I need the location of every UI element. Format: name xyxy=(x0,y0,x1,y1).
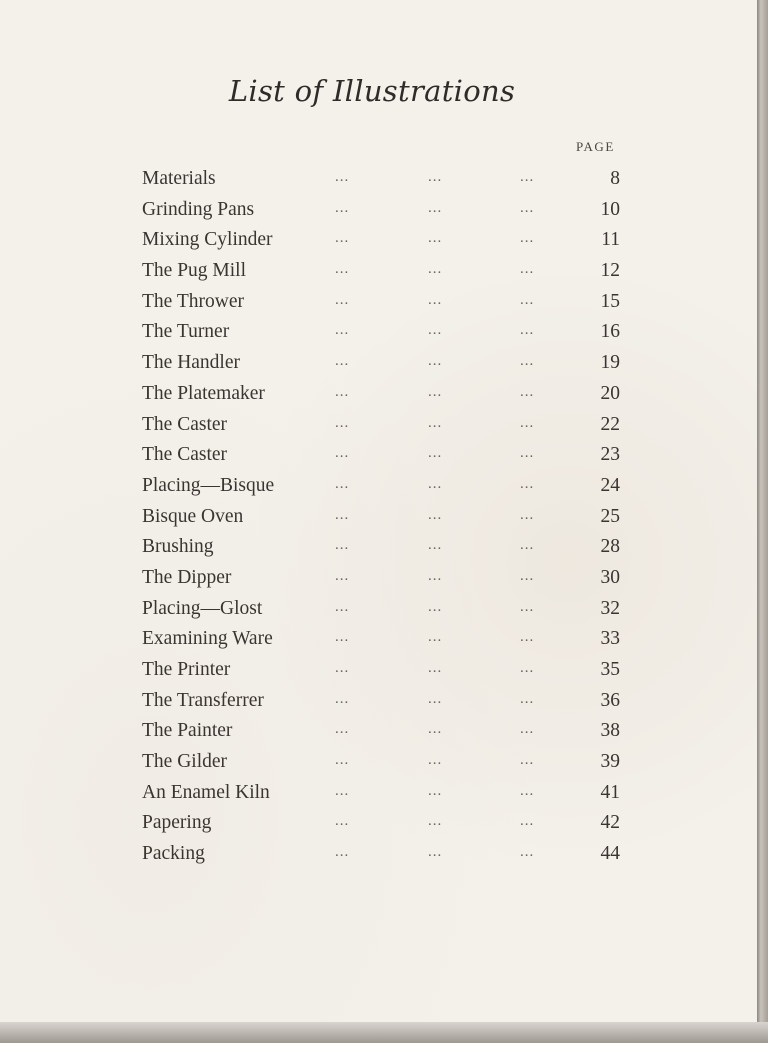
leader-dots: ... xyxy=(335,813,350,830)
list-item xyxy=(142,471,632,502)
illustration-title: Bisque Oven xyxy=(142,505,244,527)
leader-dots: ... xyxy=(520,199,535,216)
leader-dots: ... xyxy=(335,567,350,584)
page-number: 35 xyxy=(600,659,620,680)
leader-dots: ... xyxy=(428,475,443,492)
illustration-title: An Enamel Kiln xyxy=(142,781,270,803)
leader-dots: ... xyxy=(428,813,443,830)
leader-dots: ... xyxy=(428,383,443,400)
page-number: 38 xyxy=(600,720,620,742)
list-item xyxy=(142,594,632,625)
leader-dots: ... xyxy=(335,322,350,339)
leader-dots: ... xyxy=(520,690,535,707)
illustration-title: The Thrower xyxy=(142,290,244,312)
list-item xyxy=(142,778,632,809)
list-item xyxy=(142,502,632,533)
illustration-title: Mixing Cylinder xyxy=(142,229,273,251)
leader-dots: ... xyxy=(520,230,535,247)
list-item xyxy=(142,624,632,655)
page-number: 16 xyxy=(600,321,620,343)
leader-dots: ... xyxy=(335,169,350,185)
illustration-title: The Caster xyxy=(142,444,228,466)
illustration-title: The Turner xyxy=(142,321,230,343)
leader-dots: ... xyxy=(335,844,350,861)
leader-dots: ... xyxy=(428,629,443,646)
page-number: 8 xyxy=(610,168,620,189)
leader-dots: ... xyxy=(335,537,350,554)
leader-dots: ... xyxy=(428,690,443,707)
list-item xyxy=(142,410,632,441)
list-item xyxy=(142,225,632,256)
leader-dots: ... xyxy=(520,414,535,431)
leader-dots: ... xyxy=(520,353,535,370)
leader-dots: ... xyxy=(335,261,350,278)
illustrations-list xyxy=(142,164,632,870)
illustration-title: Packing xyxy=(142,843,205,865)
leader-dots: ... xyxy=(335,230,350,247)
leader-dots: ... xyxy=(520,261,535,278)
page-number: 12 xyxy=(600,260,620,282)
illustration-title: Placing—Glost xyxy=(142,597,263,619)
leader-dots: ... xyxy=(520,475,535,492)
page-number: 25 xyxy=(600,505,620,527)
list-item xyxy=(142,747,632,778)
illustration-title: Placing—Bisque xyxy=(142,474,275,496)
list-item xyxy=(142,195,632,226)
leader-dots: ... xyxy=(520,721,535,738)
illustration-title: The Dipper xyxy=(142,566,232,588)
leader-dots: ... xyxy=(520,782,535,799)
leader-dots: ... xyxy=(520,383,535,400)
leader-dots: ... xyxy=(428,353,443,370)
leader-dots: ... xyxy=(428,660,443,676)
leader-dots: ... xyxy=(520,169,535,185)
list-item xyxy=(142,256,632,287)
leader-dots: ... xyxy=(428,721,443,738)
leader-dots: ... xyxy=(335,199,350,216)
leader-dots: ... xyxy=(428,322,443,339)
leader-dots: ... xyxy=(428,506,443,523)
illustration-title: Brushing xyxy=(142,536,214,558)
leader-dots: ... xyxy=(335,291,350,308)
leader-dots: ... xyxy=(428,537,443,554)
leader-dots: ... xyxy=(520,598,535,615)
page-number: 30 xyxy=(600,566,620,588)
illustration-title: The Handler xyxy=(142,352,240,374)
list-item xyxy=(142,808,632,839)
leader-dots: ... xyxy=(335,782,350,799)
leader-dots: ... xyxy=(428,752,443,769)
leader-dots: ... xyxy=(428,199,443,216)
illustration-title: The Caster xyxy=(142,413,228,435)
page-number: 15 xyxy=(600,290,620,312)
leader-dots: ... xyxy=(428,844,443,861)
page-title: List of Illustrations xyxy=(228,74,516,108)
illustration-title: The Printer xyxy=(142,659,231,680)
leader-dots: ... xyxy=(335,506,350,523)
leader-dots: ... xyxy=(520,660,535,676)
list-item xyxy=(142,440,632,471)
page-number: 33 xyxy=(600,628,620,650)
leader-dots: ... xyxy=(428,291,443,308)
leader-dots: ... xyxy=(428,782,443,799)
list-item xyxy=(142,379,632,410)
leader-dots: ... xyxy=(428,445,443,462)
page-number: 10 xyxy=(600,198,620,220)
leader-dots: ... xyxy=(520,844,535,861)
page-number: 32 xyxy=(600,597,620,619)
list-item xyxy=(142,164,632,195)
illustration-title: The Platemaker xyxy=(142,382,265,404)
page-number: 36 xyxy=(600,689,620,711)
illustration-title: The Gilder xyxy=(142,751,228,773)
leader-dots: ... xyxy=(335,353,350,370)
leader-dots: ... xyxy=(335,383,350,400)
leader-dots: ... xyxy=(520,629,535,646)
list-item xyxy=(142,686,632,717)
leader-dots: ... xyxy=(335,752,350,769)
illustration-title: The Transferrer xyxy=(142,689,264,711)
page-column-label: PAGE xyxy=(576,139,615,154)
leader-dots: ... xyxy=(335,660,350,676)
leader-dots: ... xyxy=(520,506,535,523)
page-edge-bottom xyxy=(0,1022,768,1043)
leader-dots: ... xyxy=(520,291,535,308)
leader-dots: ... xyxy=(520,322,535,339)
leader-dots: ... xyxy=(428,261,443,278)
leader-dots: ... xyxy=(520,537,535,554)
leader-dots: ... xyxy=(520,752,535,769)
illustration-title: The Painter xyxy=(142,720,233,742)
page-number: 23 xyxy=(600,444,620,466)
page-edge-right xyxy=(757,0,768,1043)
leader-dots: ... xyxy=(428,169,443,185)
list-item xyxy=(142,287,632,318)
leader-dots: ... xyxy=(335,414,350,431)
leader-dots: ... xyxy=(335,629,350,646)
illustration-title: Grinding Pans xyxy=(142,198,255,220)
leader-dots: ... xyxy=(335,475,350,492)
page-number: 42 xyxy=(600,812,620,834)
page-number: 28 xyxy=(600,536,620,558)
list-item xyxy=(142,532,632,563)
page-number: 24 xyxy=(600,474,620,496)
page-number: 39 xyxy=(600,751,620,773)
illustration-title: Materials xyxy=(142,168,216,189)
leader-dots: ... xyxy=(335,721,350,738)
leader-dots: ... xyxy=(428,598,443,615)
illustration-title: Examining Ware xyxy=(142,628,273,650)
leader-dots: ... xyxy=(428,567,443,584)
leader-dots: ... xyxy=(428,230,443,247)
list-item xyxy=(142,655,632,686)
list-item xyxy=(142,839,632,870)
page-number: 41 xyxy=(600,781,620,803)
page-number: 19 xyxy=(600,352,620,374)
leader-dots: ... xyxy=(335,598,350,615)
list-item xyxy=(142,716,632,747)
list-item xyxy=(142,317,632,348)
leader-dots: ... xyxy=(520,813,535,830)
illustration-title: Papering xyxy=(142,812,212,834)
list-item xyxy=(142,348,632,379)
page-number: 44 xyxy=(600,843,620,865)
page-number: 22 xyxy=(600,413,620,435)
list-item xyxy=(142,563,632,594)
leader-dots: ... xyxy=(428,414,443,431)
page-number: 20 xyxy=(600,382,620,404)
illustration-title: The Pug Mill xyxy=(142,260,247,282)
leader-dots: ... xyxy=(335,690,350,707)
page-number: 11 xyxy=(601,229,620,251)
leader-dots: ... xyxy=(335,445,350,462)
leader-dots: ... xyxy=(520,445,535,462)
leader-dots: ... xyxy=(520,567,535,584)
